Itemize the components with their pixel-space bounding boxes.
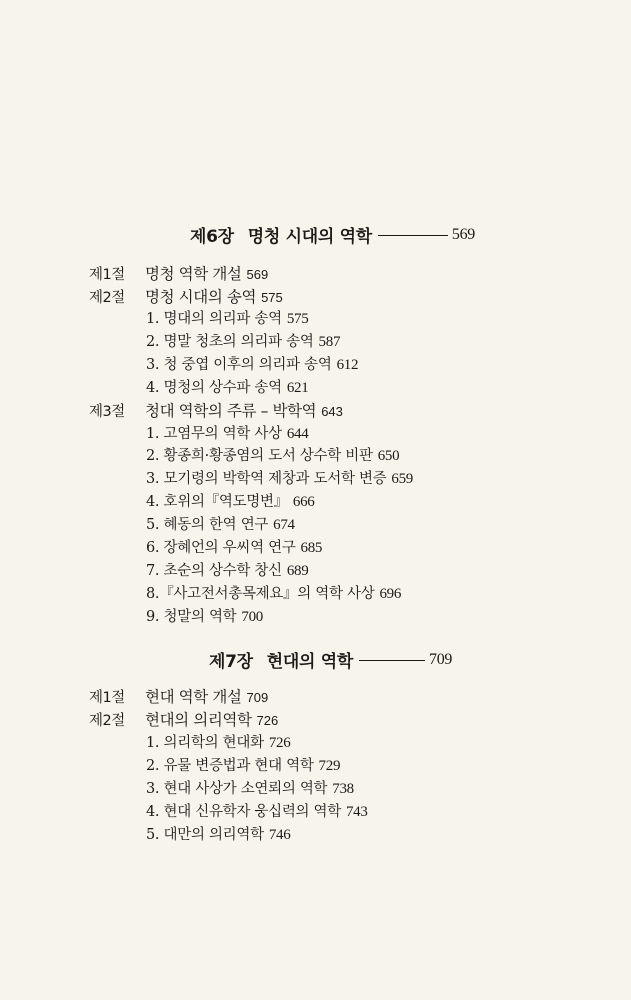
subsection-page: 674 [273, 517, 295, 533]
section-title: 현대 역학 개설 [145, 688, 242, 706]
subsection-page: 612 [336, 357, 359, 373]
toc-subsection[interactable] [146, 467, 413, 488]
toc-subsection[interactable] [146, 559, 308, 580]
subsection-page: 621 [286, 380, 309, 396]
toc-subsection[interactable] [146, 777, 354, 798]
subsection-title: 1. 명대의 의리파 송역 [146, 311, 282, 327]
chapter-6-heading [190, 222, 475, 247]
toc-subsection[interactable] [146, 754, 340, 775]
subsection-page: 726 [268, 735, 291, 751]
subsection-title: 5. 대만의 의리역학 [146, 827, 264, 843]
subsection-title: 1. 고염무의 역학 사상 [146, 426, 282, 442]
subsection-title: 2. 황종희·황종염의 도서 상수학 비판 [146, 448, 373, 464]
subsection-title: 4. 호위의『역도명변』 [146, 494, 288, 510]
subsection-page: 700 [241, 609, 263, 625]
subsection-page: 746 [268, 827, 291, 843]
section-title: 명청 시대의 송역 [145, 288, 257, 306]
subsection-page: 743 [345, 804, 368, 820]
section-number: 제3절 [89, 404, 125, 420]
chapter-label: 제6장 [190, 227, 234, 247]
leader-rule [359, 660, 425, 661]
subsection-page: 644 [286, 426, 309, 442]
toc-section[interactable] [89, 399, 343, 421]
subsection-title: 1. 의리학의 현대화 [146, 735, 264, 751]
toc-subsection[interactable] [146, 582, 401, 603]
subsection-page: 685 [300, 540, 323, 556]
subsection-title: 2. 명말 청초의 의리파 송역 [146, 334, 314, 350]
subsection-title: 3. 모기령의 박학역 제창과 도서학 변증 [146, 471, 387, 487]
subsection-title: 3. 현대 사상가 소연뢰의 역학 [146, 781, 328, 797]
toc-subsection[interactable] [146, 731, 290, 752]
toc-subsection[interactable] [146, 353, 358, 374]
subsection-title: 4. 현대 신유학자 웅십력의 역학 [146, 804, 341, 820]
toc-subsection[interactable] [146, 330, 340, 351]
chapter-page: 569 [451, 225, 475, 243]
section-page: 726 [256, 713, 279, 728]
toc-subsection[interactable] [146, 444, 399, 465]
subsection-page: 650 [377, 448, 400, 464]
subsection-title: 8.『사고전서총목제요』의 역학 사상 [146, 586, 375, 602]
section-title: 명청 역학 개설 [145, 265, 242, 283]
subsection-title: 5. 혜동의 한역 연구 [146, 517, 269, 533]
chapter-label: 제7장 [209, 652, 253, 672]
toc-section[interactable] [89, 262, 268, 284]
section-title: 현대의 의리역학 [145, 711, 252, 729]
subsection-title: 7. 초순의 상수학 창신 [146, 563, 282, 579]
section-page: 575 [261, 290, 283, 305]
subsection-page: 729 [318, 758, 341, 774]
chapter-title: 현대의 역학 [266, 652, 354, 672]
toc-section[interactable] [89, 285, 283, 307]
section-page: 709 [246, 690, 269, 705]
toc-subsection[interactable] [146, 823, 290, 844]
subsection-page: 696 [379, 586, 402, 602]
subsection-page: 666 [292, 494, 315, 510]
toc-subsection[interactable] [146, 490, 315, 511]
toc-subsection[interactable] [146, 513, 295, 534]
subsection-title: 6. 장혜언의 우씨역 연구 [146, 540, 296, 556]
section-number: 제1절 [89, 690, 125, 706]
subsection-title: 9. 청말의 역학 [146, 609, 237, 625]
section-number: 제1절 [89, 267, 125, 283]
subsection-page: 587 [318, 334, 341, 350]
chapter-7-heading [209, 647, 452, 672]
subsection-page: 738 [332, 781, 354, 797]
section-number: 제2절 [89, 290, 125, 306]
section-number: 제2절 [89, 713, 125, 729]
toc-subsection[interactable] [146, 307, 308, 328]
section-page: 569 [246, 267, 269, 282]
toc-subsection[interactable] [146, 536, 322, 557]
toc-subsection[interactable] [146, 605, 263, 626]
chapter-title: 명청 시대의 역학 [247, 227, 372, 247]
leader-rule [378, 235, 448, 236]
section-title: 청대 역학의 주류 – 박학역 [145, 402, 317, 420]
subsection-title: 3. 청 중엽 이후의 의리파 송역 [146, 357, 332, 373]
chapter-page: 709 [429, 650, 453, 668]
toc-subsection[interactable] [146, 422, 308, 443]
subsection-page: 659 [391, 471, 413, 487]
subsection-page: 689 [286, 563, 309, 579]
section-page: 643 [321, 404, 343, 419]
subsection-page: 575 [286, 311, 309, 327]
toc-section[interactable] [89, 685, 268, 707]
subsection-title: 2. 유물 변증법과 현대 역학 [146, 758, 314, 774]
toc-section[interactable] [89, 708, 278, 730]
toc-subsection[interactable] [146, 800, 368, 821]
subsection-title: 4. 명청의 상수파 송역 [146, 380, 282, 396]
toc-subsection[interactable] [146, 376, 308, 397]
